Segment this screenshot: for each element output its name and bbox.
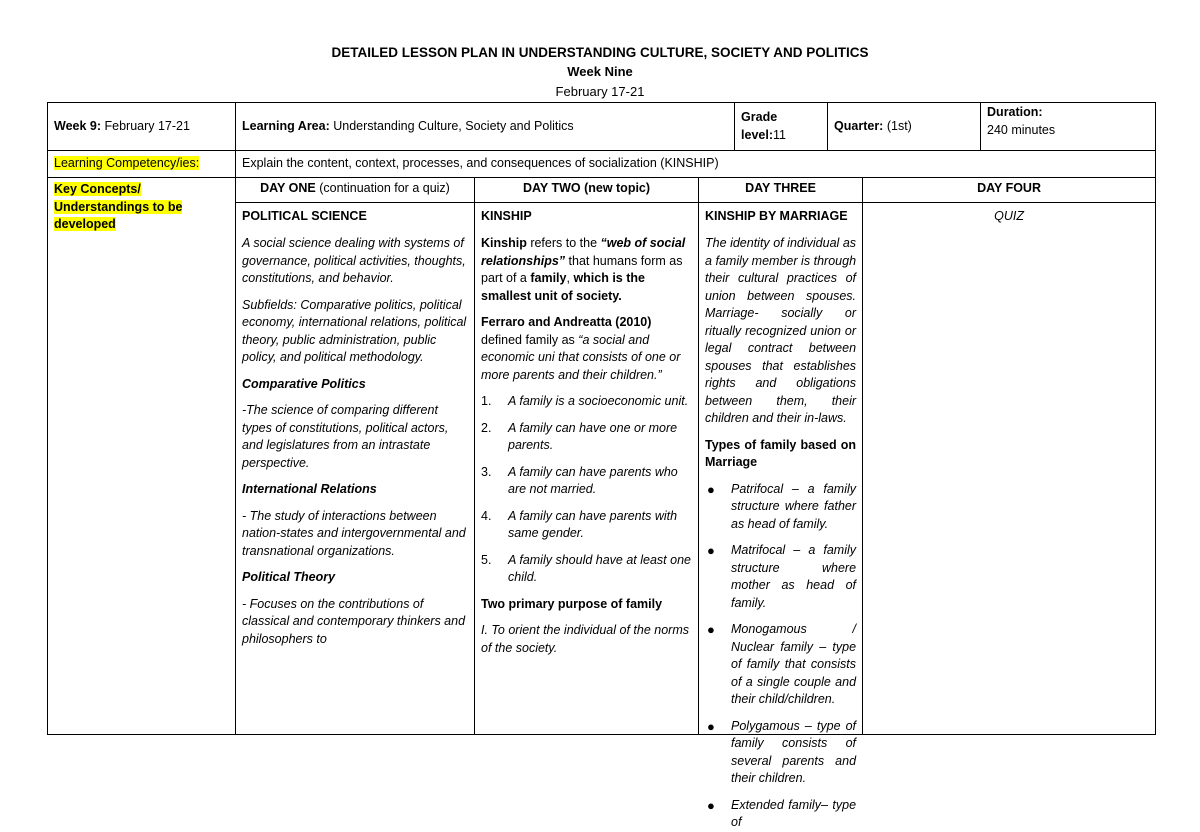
day-one-content bbox=[236, 202, 475, 734]
key-concepts-label-line3: developed bbox=[54, 217, 116, 231]
grade-level-label: Grade level: bbox=[741, 110, 778, 142]
kinship-text-2: that humans form as part of a bbox=[481, 253, 683, 285]
list-item bbox=[705, 621, 856, 709]
bullet-icon: ● bbox=[707, 718, 715, 734]
document-title: DETAILED LESSON PLAN IN UNDERSTANDING CULTURE, SOCIETY AND POLITICS bbox=[331, 45, 869, 60]
duration-cell bbox=[981, 103, 1156, 151]
list-number: 3. bbox=[481, 464, 492, 479]
list-number: 2. bbox=[481, 420, 492, 435]
list-item-text: A family can have one or more parents. bbox=[508, 420, 678, 452]
list-item-text: Extended family– type of bbox=[731, 797, 857, 829]
list-item-text: A family can have parents with same gender. bbox=[508, 508, 678, 540]
marriage-intro: The identity of individual as a family member is through their cultural practices of union between spouses. Marriage- socially or ritually recognized union or legal contract between spouses that establishes rights and obligations between them, their children and their in-laws. bbox=[705, 236, 857, 425]
competency-row bbox=[48, 151, 1156, 178]
info-row bbox=[48, 103, 1156, 151]
kinship-term: Kinship bbox=[481, 236, 527, 250]
list-item bbox=[481, 420, 692, 455]
day-columns-row bbox=[48, 178, 1156, 203]
list-item bbox=[705, 542, 856, 612]
list-item bbox=[481, 393, 692, 411]
list-item bbox=[481, 552, 692, 587]
week-value: February 17-21 bbox=[101, 118, 190, 133]
kinship-quote: “web of social relationships” bbox=[481, 236, 686, 268]
list-item bbox=[705, 797, 856, 832]
date-range: February 17-21 bbox=[555, 84, 645, 99]
key-concepts-cell bbox=[48, 178, 236, 735]
political-science-definition: A social science dealing with systems of governance, political activities, thoughts, constitutions, and behavior. bbox=[242, 236, 466, 285]
quiz-label: QUIZ bbox=[994, 208, 1024, 223]
list-item bbox=[705, 481, 856, 534]
comparative-politics-title: Comparative Politics bbox=[242, 376, 366, 391]
list-item bbox=[705, 718, 856, 788]
ferraro-definition bbox=[481, 314, 692, 384]
political-theory-text: - Focuses on the contributions of classical and contemporary thinkers and philosophers to bbox=[242, 596, 466, 646]
kinship-text-3: , bbox=[566, 271, 574, 285]
list-item-text: Patrifocal – a family structure where father as head of family. bbox=[731, 481, 857, 531]
list-item bbox=[481, 464, 692, 499]
learning-area-label: Learning Area: bbox=[242, 118, 330, 133]
list-item-text: A family is a socioeconomic unit. bbox=[508, 394, 689, 408]
grade-level-cell bbox=[735, 103, 828, 151]
political-theory-title: Political Theory bbox=[242, 570, 336, 584]
ferraro-quote: “a social and economic uni that consists of one or more parents and their children.” bbox=[481, 332, 681, 382]
list-item-text: Polygamous – type of family consists of several parents and their children. bbox=[731, 718, 857, 785]
ferraro-citation: Ferraro and Andreatta (2010) bbox=[481, 315, 652, 329]
day-two-heading: KINSHIP bbox=[481, 208, 532, 223]
quarter-cell bbox=[828, 103, 981, 151]
international-relations-text: - The study of interactions between nation-states and intergovernmental and transnational organizations. bbox=[242, 508, 466, 558]
week-cell bbox=[48, 103, 236, 151]
list-item-text: Monogamous / Nuclear family – type of family that consists of a single couple and their child/children. bbox=[731, 622, 857, 706]
grade-level-value: 11 bbox=[773, 127, 786, 142]
list-number: 5. bbox=[481, 552, 492, 567]
day-one-heading: POLITICAL SCIENCE bbox=[242, 208, 367, 223]
competency-label: Learning Competency/ies: bbox=[54, 156, 200, 171]
day-two-header: DAY TWO (new topic) bbox=[475, 178, 699, 203]
types-title: Types of family based on Marriage bbox=[705, 437, 857, 469]
list-item-text: A family can have parents who are not married. bbox=[508, 464, 678, 496]
week-label: Week 9: bbox=[54, 118, 102, 133]
smallest-unit-text: which is the smallest unit of society. bbox=[481, 271, 645, 303]
family-facts-list bbox=[481, 393, 692, 587]
day-three-content bbox=[699, 202, 863, 829]
list-item bbox=[481, 508, 692, 543]
kinship-text-1: refers to the bbox=[526, 236, 601, 250]
day-one-note: (continuation for a quiz) bbox=[315, 181, 450, 195]
competency-label-cell bbox=[48, 151, 236, 178]
learning-area-cell bbox=[236, 103, 735, 151]
lesson-plan-table bbox=[47, 102, 1156, 829]
family-term: family bbox=[530, 271, 567, 285]
day-four-header: DAY FOUR bbox=[863, 178, 1156, 203]
duration-value: 240 minutes bbox=[987, 122, 1056, 137]
comparative-politics-text: -The science of comparing different types of constitutions, political actors, and legislatures from an intrastate perspective. bbox=[242, 403, 449, 470]
day-two-content bbox=[475, 202, 699, 734]
day-one-label: DAY ONE bbox=[260, 181, 316, 195]
bullet-icon: ● bbox=[707, 481, 715, 497]
international-relations-title: International Relations bbox=[242, 482, 377, 496]
bullet-icon: ● bbox=[707, 622, 715, 637]
list-item-text: Matrifocal – a family structure where mother as head of family. bbox=[731, 543, 857, 610]
competency-value: Explain the content, context, processes, and consequences of socialization (KINSHIP) bbox=[242, 156, 719, 171]
list-item-text: A family should have at least one child. bbox=[508, 552, 691, 584]
duration-label: Duration: bbox=[987, 105, 1043, 119]
list-number: 4. bbox=[481, 508, 492, 523]
quarter-label: Quarter: bbox=[834, 118, 884, 133]
kinship-definition bbox=[481, 235, 692, 305]
purpose-title: Two primary purpose of family bbox=[481, 596, 663, 611]
competency-value-cell bbox=[236, 151, 1156, 178]
bullet-icon: ● bbox=[707, 797, 715, 813]
learning-area-value: Understanding Culture, Society and Politics bbox=[329, 118, 574, 133]
key-concepts-label-line2: Understandings to be bbox=[54, 199, 183, 214]
day-three-heading: KINSHIP BY MARRIAGE bbox=[705, 208, 848, 223]
day-four-content bbox=[863, 202, 1156, 734]
day-one-header bbox=[236, 178, 475, 203]
key-concepts-label-line1: Key Concepts/ bbox=[54, 182, 141, 196]
list-number: 1. bbox=[481, 394, 492, 408]
family-types-list bbox=[705, 481, 856, 832]
day-three-header: DAY THREE bbox=[699, 178, 863, 203]
quarter-value: (1st) bbox=[883, 118, 912, 133]
purpose-item-1: I. To orient the individual of the norms of the society. bbox=[481, 623, 689, 655]
subfields-text: Subfields: Comparative politics, political economy, international relations, political theory, public administration, public policy, and political methodology. bbox=[242, 297, 467, 364]
week-heading: Week Nine bbox=[567, 64, 633, 79]
bullet-icon: ● bbox=[707, 543, 715, 558]
ferraro-text: defined family as bbox=[481, 332, 579, 347]
